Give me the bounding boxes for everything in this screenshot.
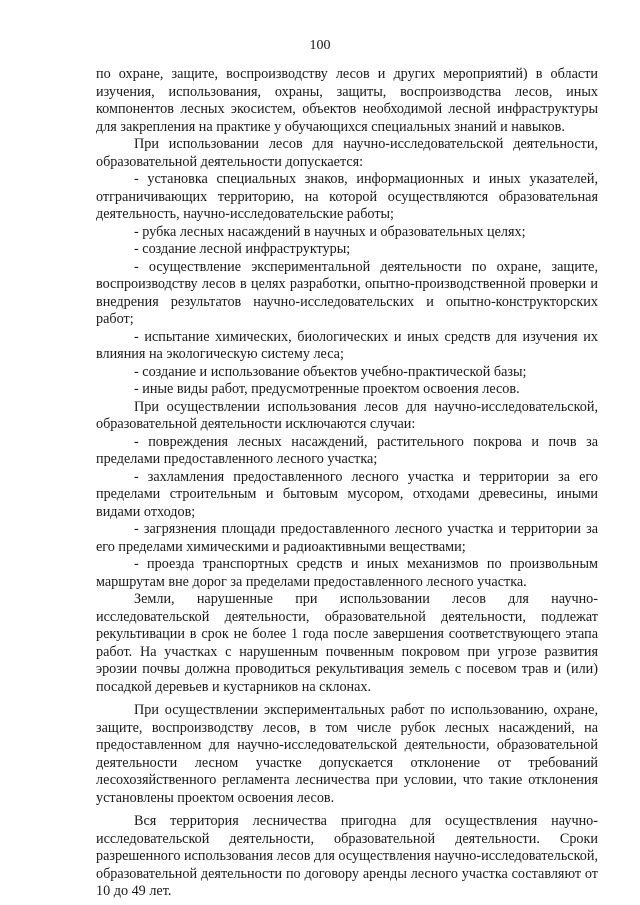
page-number: 100: [309, 38, 331, 53]
list-item: - испытание химических, биологических и иных средств для изучения их влияния на экологическую систему леса;: [96, 328, 598, 362]
list-item: - создание лесной инфраструктуры;: [134, 241, 351, 257]
list-item: - загрязнения площади предоставленного лесного участка и территории за его пределами химическими и радиоактивными веществами;: [96, 521, 598, 555]
list-item: - создание и использование объектов учебно-практической базы;: [134, 363, 527, 380]
list-item: - осуществление экспериментальной деятельности по охране, защите, воспроизводству лесов в целях разработки, опытно-производственной проверки и внедрения результатов научно-исследовательских и опытно-конструкторских работ;: [96, 258, 598, 327]
paragraph: При использовании лесов для научно-исследовательской деятельности, образовательной деятельности допускается:: [96, 136, 598, 170]
list-item: - установка специальных знаков, информационных и иных указателей, отграничивающих территорию, на которой осуществляются образовательная деятельность, научно-исследовательские работы;: [96, 171, 598, 222]
list-item: - рубка лесных насаждений в научных и образовательных целях;: [134, 223, 526, 240]
list-item: - повреждения лесных насаждений, растительного покрова и почв за пределами предоставленного лесного участка;: [96, 433, 598, 467]
list-item: - проезда транспортных средств и иных механизмов по произвольным маршрутам вне дорог за пределами предоставленного лесного участка.: [96, 556, 598, 590]
paragraph: При осуществлении использования лесов для научно-исследовательской, образовательной деятельности исключаются случаи:: [96, 398, 598, 432]
paragraph: по охране, защите, воспроизводству лесов и других мероприятий) в области изучения, использования, охраны, защиты, воспроизводства лесов, иных компонентов лесных экосистем, объектов необходимой лесной инфраструктуры для закрепления на практике у обучающихся специальных знаний и навыков.: [96, 66, 598, 135]
paragraph: При осуществлении экспериментальных работ по использованию, охране, защите, воспроизводству лесов, в том числе рубок лесных насаждений, на предоставленном для научно-исследовательской деятельности, образовательной деятельности лесном участке допускается отклонение от требований лесохозяйственного регламента лесничества при условии, что такие отклонения установлены проектом освоения лесов.: [96, 702, 598, 806]
paragraph: Земли, нарушенные при использовании лесов для научно-исследовательской деятельности, образовательной деятельности, подлежат рекультивации в срок не более 1 года после завершения соответствующего этапа работ. На участках с нарушенным почвенным покровом при угрозе развития эрозии почвы должна проводиться рекультивация земель с посевом трав и (или) посадкой деревьев и кустарников на склонах.: [96, 591, 598, 695]
list-item: - иные виды работ, предусмотренные проектом освоения лесов.: [134, 381, 520, 397]
paragraph: Вся территория лесничества пригодна для осуществления научно-исследовательской деятельности, образовательной деятельности. Сроки разрешенного использования лесов для осуществления научно-исследовательской, образовательной деятельности по договору аренды лесного участка составляют от 10 до 49 лет.: [96, 813, 598, 899]
list-item: - захламления предоставленного лесного участка и территории за его пределами строительным и бытовым мусором, отходами древесины, иными видами отходов;: [96, 468, 598, 520]
document-body: [96, 66, 598, 901]
